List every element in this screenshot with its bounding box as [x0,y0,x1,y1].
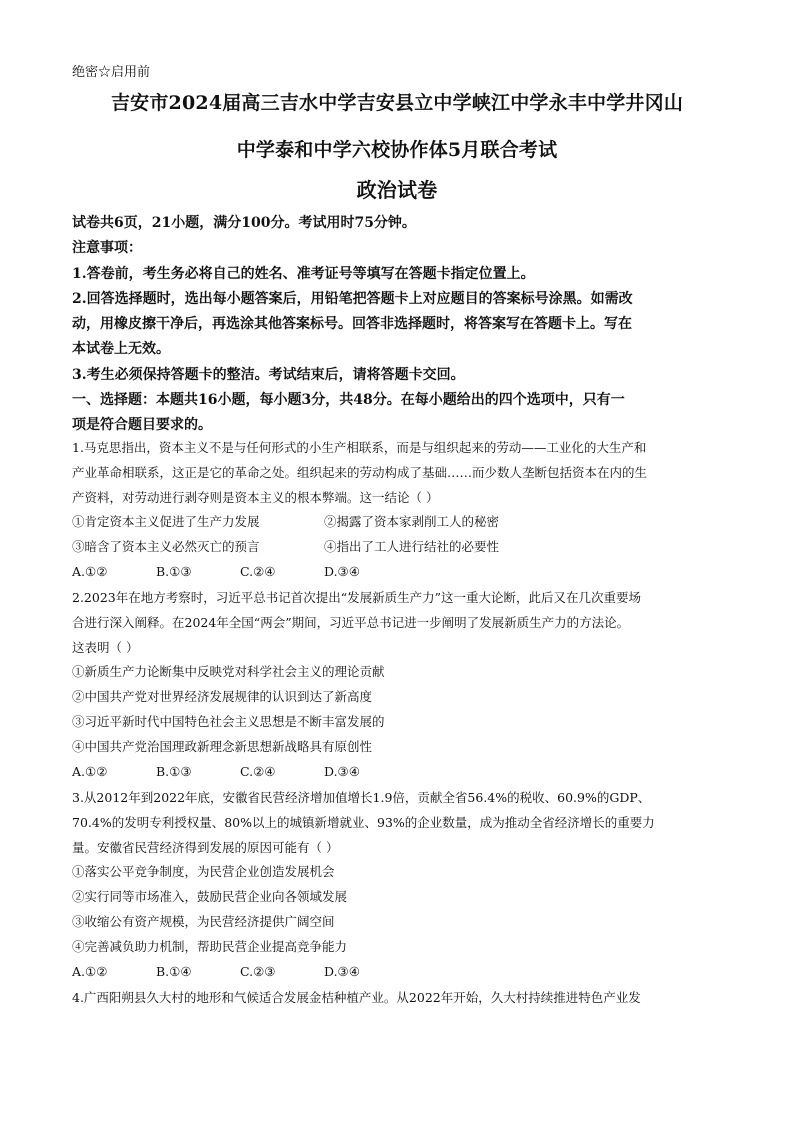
question-stem-line: 产资料，对劳动进行剥夺则是资本主义的根本弊端。这一结论（ ） [72,489,439,505]
option-item: ①肯定资本主义促进了生产力发展 [72,514,260,530]
option-pair [72,535,722,560]
question-stem-line: 4.广西阳朔县久大村的地形和气候适合发展金桔种植产业。从2022年开始，久大村持续推进特色产业发 [72,990,641,1005]
question-2 [72,586,722,784]
notice-item-1: 1.答卷前，考生务必将自己的姓名、准考证号等填写在答题卡指定位置上。 [72,265,535,282]
section-heading-line-2: 项是符合题目要求的。 [72,417,212,434]
notice-item-2-line-2: 动，用橡皮擦干净后，再选涂其他答案标号。回答非选择题时，将答案写在答题卡上。写在 [72,316,632,333]
answer-choices [72,960,722,985]
question-stem-line: 这表明（ ） [72,639,139,655]
notice-item-3: 3.考生必须保持答题卡的整洁。考试结束后，请将答题卡交回。 [72,366,465,383]
choice-c: C.②③ [240,963,276,979]
question-stem-line: 产业革命相联系，这正是它的革命之处。组织起来的劳动构成了基础……而少数人垄断包括资本在内的生 [72,464,648,480]
option-item: ②中国共产党对世界经济发展规律的认识到达了新高度 [72,689,373,705]
choice-c: C.②④ [240,763,276,779]
choice-b: B.①④ [156,963,192,979]
question-4 [72,986,722,1011]
option-item: ④指出了工人进行结社的必要性 [324,539,500,555]
question-stem-line: 量。安徽省民营经济得到发展的原因可能有（ ） [72,839,339,855]
exam-title-line-2: 中学泰和中学六校协作体5月联合考试 [236,139,558,161]
answer-choices [72,560,722,585]
notice-heading: 注意事项： [72,240,142,257]
exam-title-line-1: 吉安市2024届高三吉水中学吉安县立中学峡江中学永丰中学井冈山 [110,92,684,114]
question-stem-line: 1.马克思指出，资本主义不是与任何形式的小生产相联系，而是与组织起来的劳动——工业化的大生产和 [72,440,647,455]
choice-c: C.②④ [240,563,276,579]
option-item: ①新质生产力论断集中反映党对科学社会主义的理论贡献 [72,664,385,680]
exam-instructions [72,211,722,439]
choice-a: A.①② [72,963,108,979]
notice-item-2-line-1: 2.回答选择题时，选出每小题答案后，用铅笔把答题卡上对应题目的答案标号涂黑。如需改 [72,290,633,307]
subject-title: 政治试卷 [356,178,438,202]
question-1 [72,436,722,585]
choice-a: A.①② [72,763,108,779]
section-heading-line-1: 一、选择题：本题共16小题，每小题3分，共48分。在每小题给出的四个选项中，只有一 [72,392,625,409]
option-item: ④中国共产党治国理政新理念新思想新战略具有原创性 [72,738,373,754]
option-item: ④完善减负助力机制，帮助民营企业提高竞争能力 [72,938,348,954]
confidential-mark: 绝密☆启用前 [72,65,151,80]
option-item: ②实行同等市场准入，鼓励民营企业向各领域发展 [72,889,348,905]
exam-info: 试卷共6页，21小题，满分100分。考试用时75分钟。 [72,215,416,231]
question-stem-line: 3.从2012年到2022年底，安徽省民营经济增加值增长1.9倍，贡献全省56.4%的税收、60.9%的GDP、 [72,790,651,805]
option-item: ③收缩公有资产规模，为民营经济提供广阔空间 [72,913,335,929]
question-stem-line: 70.4%的发明专利授权量、80%以上的城镇新增就业、93%的企业数量，成为推动全省经济增长的重要力 [72,814,655,830]
choice-d: D.③④ [324,563,360,579]
choice-d: D.③④ [324,763,360,779]
choice-b: B.①③ [156,563,192,579]
option-pair [72,510,722,535]
notice-item-2-line-3: 本试卷上无效。 [72,341,170,358]
option-item: ③暗含了资本主义必然灭亡的预言 [72,539,260,555]
choice-b: B.①③ [156,763,192,779]
choice-a: A.①② [72,563,108,579]
question-3 [72,786,722,984]
choice-d: D.③④ [324,963,360,979]
answer-choices [72,760,722,785]
question-stem-line: 合进行深入阐释。在2024年全国“两会”期间，习近平总书记进一步阐明了发展新质生产力的方法论。 [72,614,630,630]
question-stem-line: 2.2023年在地方考察时，习近平总书记首次提出“发展新质生产力”这一重大论断，此后又在几次重要场 [72,590,642,605]
option-item: ②揭露了资本家剥削工人的秘密 [324,514,500,530]
option-item: ①落实公平竞争制度，为民营企业创造发展机会 [72,864,335,880]
option-item: ③习近平新时代中国特色社会主义思想是不断丰富发展的 [72,713,385,729]
